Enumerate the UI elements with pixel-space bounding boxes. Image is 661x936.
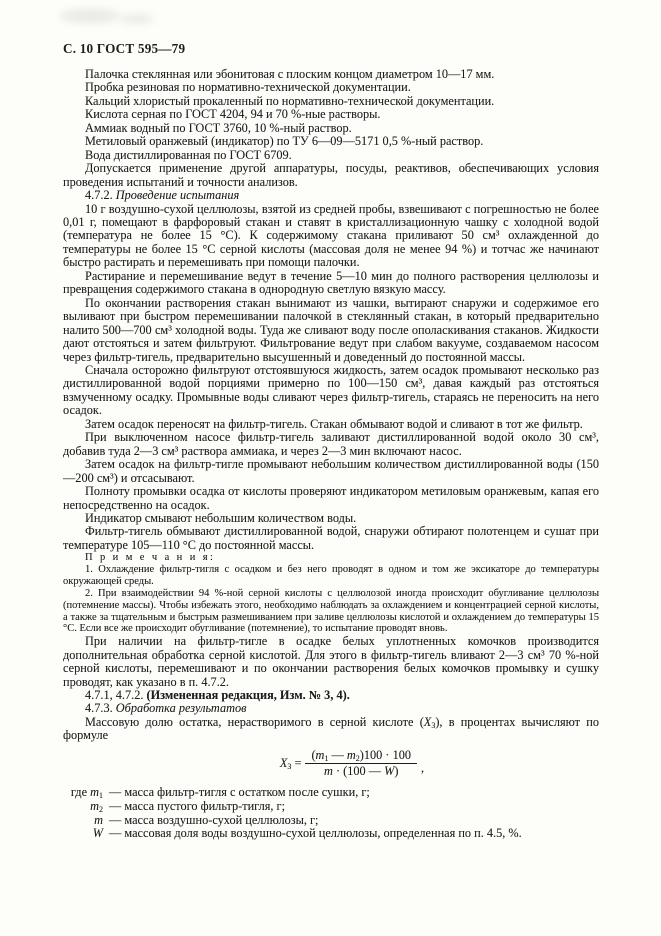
reagent-line: Пробка резиновая по нормативно-технической документации.: [85, 80, 411, 95]
procedure-paragraph: При выключенном насосе фильтр-тигель заливают дистиллированной водой около 30 см³, добавив туда 2—3 см³ раствора аммиака, и через 2—3 мин включают насос.: [63, 430, 599, 458]
definition-description: — масса пустого фильтр-тигля, г;: [109, 798, 285, 813]
document-body: [63, 68, 599, 841]
reagent-line: Метиловый оранжевый (индикатор) по ТУ 6—09—5171 0,5 %-ный раствор.: [85, 134, 484, 149]
reagent-line: Аммиак водный по ГОСТ 3760, 10 %-ный раствор.: [85, 120, 352, 135]
amendment-note: (Измененная редакция, Изм. № 3, 4).: [146, 688, 350, 703]
formula-lhs: $X_3$ =: [279, 756, 302, 772]
note-item: 1. Охлаждение фильтр-тигля с осадком и без него проводят в одном и том же эксикаторе до температуры окружающей среды.: [63, 564, 599, 587]
notes-block: [63, 552, 599, 635]
note-item: 2. При взаимодействии 94 %-ной серной кислоты с целлюлозой иногда происходит обугливание целлюлозы (потемнение массы). Чтобы избежать этого, необходимо наблюдать за охлаждением и концентрацией серной кислоты, а также за тщательным и быстрым размешиванием при заливе целлюлозы кислотой и охлаждением до температуры 15 °С. Если все же происходит обугливание (потемнение), то испытание проводят вновь.: [63, 587, 599, 635]
formula-numerator: ($m_1$ — $m_2)100 \cdot 100$: [305, 749, 417, 764]
definition-row: [63, 814, 599, 828]
section-heading-4-7-3: [63, 702, 599, 715]
definition-row: [63, 827, 599, 841]
definition-row: [63, 786, 599, 800]
section-heading-4-7-2: [63, 189, 599, 202]
reagent-line: Кальций хлористый прокаленный по нормативно-технической документации.: [85, 93, 495, 108]
notes-label: П р и м е ч а н и я:: [85, 552, 216, 564]
additional-treatment-paragraph: При наличии на фильтр-тигле в осадке белых уплотненных комочков производится дополнительная обработка серной кислотой. Для этого в фильтр-тигель вливают 2—3 см³ 70 %-ной серной кислоты, перемешивают и по окончании растворения белых комочков промывку и сушку проводят, как указано в п. 4.7.2.: [63, 634, 599, 689]
procedure-paragraph: Фильтр-тигель обмывают дистиллированной водой, снаружи обтирают полотенцем и сушат при температуре 105—110 °С до постоянной массы.: [63, 524, 599, 552]
definition-row: [63, 800, 599, 814]
reagent-line: Кислота серная по ГОСТ 4204, 94 и 70 %-ные растворы.: [85, 107, 381, 122]
variable-definitions: [63, 786, 599, 842]
definition-variable: m: [94, 812, 103, 827]
procedure-paragraph: Полноту промывки осадка от кислоты проверяют индикатором метиловым оранжевым, капая его непосредственно на осадок.: [63, 484, 599, 512]
definition-description: — масса воздушно-сухой целлюлозы, г;: [109, 812, 319, 827]
section-title: Проведение испытания: [115, 188, 240, 203]
procedure-paragraph: Затем осадок переносят на фильтр-тигель. Стакан обмывают водой и сливают в тот же фильтр.: [85, 416, 583, 431]
amendment-line: [63, 689, 599, 702]
procedure-paragraph: Сначала осторожно фильтруют отстоявшуюся жидкость, затем осадок промывают несколько раз дистиллированной водой порциями примерно по 100—150 см³, давая каждый раз отстояться взмученному осадку. Промывные воды сливают через фильтр-тигель, стараясь не переносить на него осадок.: [63, 362, 599, 418]
amendment-clauses: 4.7.1, 4.7.2.: [85, 688, 147, 703]
formula-comma: ,: [421, 761, 425, 776]
procedure-paragraph: 10 г воздушно-сухой целлюлозы, взятой из средней пробы, взвешивают с погрешностью не более 0,01 г, помещают в фарфоровый стакан и ставят в кристаллизационную чашку с холодной водой (температура не более 15 °С). К содержимому стакана приливают 50 см³ охлажденной до температуры не более 15 °С серной кислоты (массовая доля не менее 94 %) и тотчас же начинают быстро растирать и перемешивать при помощи палочки.: [63, 201, 599, 270]
procedure-paragraph: Индикатор смывают небольшим количеством воды.: [85, 510, 357, 525]
allowance-paragraph: Допускается применение другой аппаратуры, посуды, реактивов, обеспечивающих условия проведения испытаний и точности анализов.: [63, 161, 599, 189]
definition-variable: $m_2$: [90, 798, 103, 814]
section-number: 4.7.3.: [85, 701, 113, 716]
page-number-header: С. 10 ГОСТ 595—79: [63, 41, 186, 56]
procedure-paragraph: Затем осадок на фильтр-тигле промывают небольшим количеством дистиллированной воды (150—200 см³) и отсасывают.: [63, 457, 599, 485]
reagent-line: Палочка стеклянная или эбонитовая с плоским концом диаметром 10—17 мм.: [85, 67, 495, 81]
procedure-paragraph: По окончании растворения стакан вынимают из чашки, вытирают снаружи и содержимое его выливают при быстром перемешивании палочкой в стеклянный стакан, в который предварительно налито 500—700 см³ холодной воды. Туда же сливают воду после ополаскивания стаканов. Жидкости дают отстояться и затем фильтруют. Фильтрование ведут при слабом вакууме, создаваемом насосом через фильтр-тигель, предварительно высушенный и доведенный до постоянной массы.: [63, 295, 599, 364]
procedure-paragraph: Растирание и перемешивание ведут в течение 5—10 мин до полного растворения целлюлозы и превращения содержимого стакана в однородную светлую вязкую массу.: [63, 268, 599, 297]
definition-variable: где $m_1$: [70, 784, 103, 800]
formula-fraction: [305, 749, 417, 779]
section-number: 4.7.2.: [85, 188, 113, 203]
formula-denominator: m · (100 — W): [323, 764, 399, 779]
reagent-line: Вода дистиллированная по ГОСТ 6709.: [85, 147, 292, 162]
scan-artifact: [120, 14, 154, 24]
definition-description: — масса фильтр-тигля с остатком после сушки, г;: [109, 784, 370, 799]
section-title: Обработка результатов: [115, 701, 247, 716]
definition-variable: W: [92, 826, 103, 841]
formula: [84, 749, 620, 779]
definition-description: — массовая доля воды воздушно-сухой целлюлозы, определенная по п. 4.5, %.: [109, 826, 522, 841]
results-intro-paragraph: Массовую долю остатка, нерастворимого в серной кислоте $(X_3)$, в процентах вычисляют по формуле: [63, 714, 599, 743]
scan-artifact: [60, 8, 120, 24]
